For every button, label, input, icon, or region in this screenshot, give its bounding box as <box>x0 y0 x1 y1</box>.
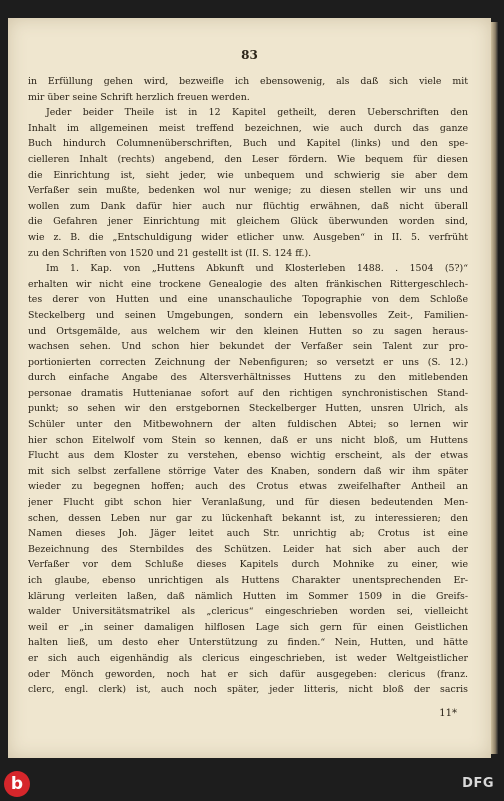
text-line: cielleren Inhalt (rechts) angebend, den Leser fördern. Wie bequem für diesen <box>28 153 468 165</box>
text-line: wieder zu begegnen hoffen; auch des Crotus etwas zweifelhafter Antheil an <box>28 481 468 493</box>
text-line: clerc, engl. clerk) ist, auch noch später, jeder litteris, nicht bloß der sacris <box>28 684 468 696</box>
dfg-logo: DFG <box>462 776 494 791</box>
library-logo-icon: b <box>4 771 30 797</box>
text-line: und Ortsgemälde, aus welchem wir den kleinen Hutten so zu sagen heraus- <box>28 325 468 337</box>
text-line: mir über seine Schrift herzlich freuen werden. <box>28 91 250 103</box>
text-line: schen, dessen Leben nur gar zu lückenhaft bekannt ist, zu interessieren; den <box>28 512 468 524</box>
text-line: Verfaßer vor dem Schluße dieses Kapitels durch Mohnike zu einer, wie <box>28 559 468 571</box>
signature-mark: 11* <box>439 708 457 719</box>
text-line: durch einfache Angabe des Altersverhältnisses Huttens zu den mitlebenden <box>28 372 468 384</box>
text-line: klärung verleiten laßen, daß nämlich Hutten im Sommer 1509 in die Greifs- <box>28 590 468 602</box>
text-line: wie z. B. die „Entschuldigung wider etlicher unw. Ausgeben“ in II. 5. verfrüht <box>28 231 468 243</box>
text-line: Namen dieses Joh. Jäger leitet auch Str. unrichtig ab; Crotus ist eine <box>28 528 468 540</box>
text-line: mit sich selbst zerfallene störrige Vater des Knaben, sondern daß wir ihm später <box>28 465 468 477</box>
book-page <box>8 18 491 758</box>
text-line: halten ließ, um desto eher Unterstützung zu finden.“ Nein, Hutten, und hätte <box>28 637 468 649</box>
text-line: wachsen sehen. Und schon hier bekundet der Verfaßer sein Talent zur pro- <box>28 341 468 353</box>
text-line: zu den Schriften von 1520 und 21 gestellt ist (II. S. 124 ff.). <box>28 247 312 259</box>
page-edge <box>491 22 498 754</box>
footer-bar <box>0 768 504 801</box>
text-line: Buch hindurch Columnenüberschriften, Buch und Kapitel (links) und den spe- <box>28 138 468 150</box>
text-line: tes derer von Hutten und eine unanschauliche Topographie von dem Schloße <box>28 294 468 306</box>
text-line: ich glaube, ebenso unrichtigen als Huttens Charakter unentsprechenden Er- <box>28 575 468 586</box>
text-line: Flucht aus dem Kloster zu verstehen, ebenso wichtig erscheint, als der etwas <box>28 450 468 462</box>
text-line: punkt; so sehen wir den erstgebornen Steckelberger Hutten, unsren Ulrich, als <box>28 403 468 415</box>
text-line: Jeder beider Theile ist in 12 Kapitel getheilt, deren Ueberschriften den <box>46 107 468 119</box>
text-line: hier schon Eitelwolf vom Stein so kennen, daß er uns nicht bloß, um Huttens <box>28 434 468 446</box>
body-text <box>28 74 468 698</box>
text-line: Steckelberg und seinen Umgebungen, sondern ein lebensvolles Zeit-, Familien- <box>28 309 468 321</box>
text-line: walder Universitätsmatrikel als „clericus“ eingeschrieben worden sei, vielleicht <box>28 606 468 618</box>
text-line: in Erfüllung gehen wird, bezweifle ich ebensowenig, als daß sich viele mit <box>28 76 468 87</box>
text-line: personae dramatis Huttenianae sofort auf den richtigen synchronistischen Stand- <box>28 387 468 399</box>
text-line: jener Flucht gibt schon hier Veranlaßung, und für diesen bedeutenden Men- <box>28 497 468 509</box>
text-line: er sich auch eigenhändig als clericus eingeschrieben, ist weder Weltgeistlicher <box>28 652 468 664</box>
text-line: erhalten wir nicht eine trockene Genealogie des alten fränkischen Rittergeschlech- <box>28 278 468 290</box>
text-line: oder Mönch geworden, noch hat er sich dafür ausgegeben: clericus (franz. <box>28 668 468 680</box>
text-line: wollen zum Dank dafür hier auch nur flüchtig erwähnen, daß nicht überall <box>28 200 468 212</box>
text-line: die Gefahren jener Einrichtung mit gleichem Glück überwunden worden sind, <box>28 216 468 228</box>
text-line: Bezeichnung des Sternbildes des Schützen. Leider hat sich aber auch der <box>28 543 468 555</box>
text-line: Im 1. Kap. von „Huttens Abkunft und Klosterleben 1488. . 1504 (5?)“ <box>46 263 468 275</box>
text-line: Inhalt im allgemeinen meist treffend bezeichnen, wie auch durch das ganze <box>28 122 468 134</box>
text-line: weil er „in seiner damaligen hilflosen Lage sich gern für einen Geistlichen <box>28 621 468 633</box>
text-line: Schüler unter den Mitbewohnern der alten fuldischen Abtei; so lernen wir <box>28 419 468 431</box>
text-line: portionierten correcten Zeichnung der Nebenfiguren; so versetzt er uns (S. 12.) <box>28 356 468 368</box>
page-number: 83 <box>241 48 258 62</box>
text-line: die Einrichtung ist, sieht jeder, wie unbequem und schwierig sie aber dem <box>28 169 468 181</box>
text-line: Verfaßer sein mußte, bedenken wol nur wenige; zu diesen stellen wir uns und <box>28 185 468 197</box>
